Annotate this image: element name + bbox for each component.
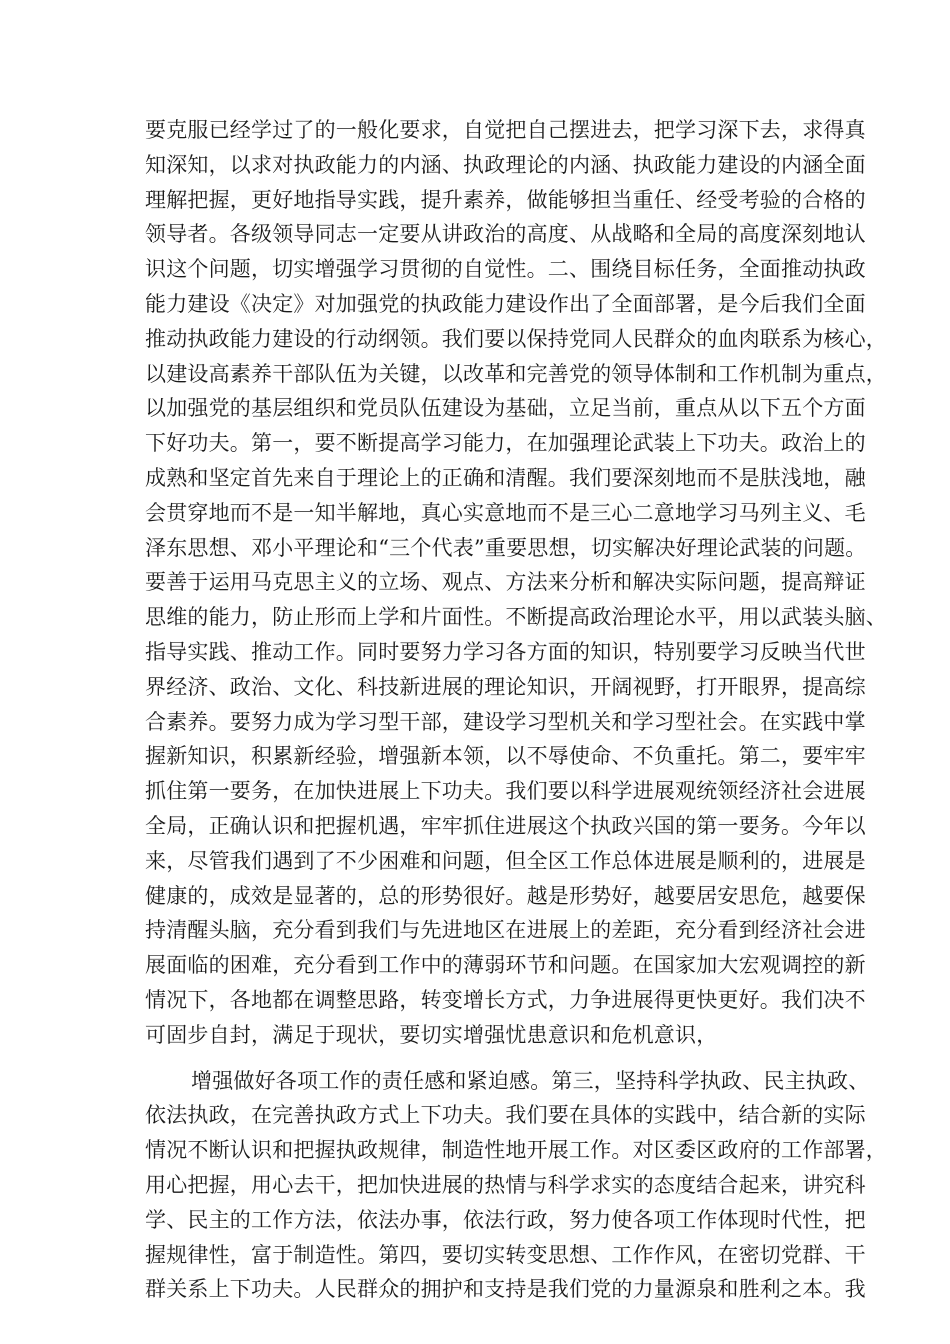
text-line: 抓住第一要务，在加快进展上下功夫。我们要以科学进展观统领经济社会进展	[145, 779, 866, 804]
text-line: 理解把握，更好地指导实践，提升素养，做能够担当重任、经受考验的合格的	[145, 187, 866, 212]
text-line: 情况下，各地都在调整思路，转变增长方式，力争进展得更快更好。我们决不	[145, 987, 866, 1012]
paragraph-1	[145, 113, 887, 1053]
text-line: 全局，正确认识和把握机遇，牢牢抓住进展这个执政兴国的第一要务。今年以	[145, 813, 866, 838]
text-line: 握规律性，富于制造性。第四，要切实转变思想、工作作风，在密切党群、干	[145, 1242, 866, 1267]
text-line: 依法执政，在完善执政方式上下功夫。我们要在具体的实践中，结合新的实际	[145, 1103, 866, 1128]
text-line: 情况不断认识和把握执政规律，制造性地开展工作。对区委区政府的工作部署，	[145, 1138, 887, 1163]
text-line: 握新知识，积累新经验，增强新本领，以不辱使命、不负重托。第二，要牢牢	[145, 744, 866, 769]
text-line: 能力建设《决定》对加强党的执政能力建设作出了全面部署，是今后我们全面	[145, 291, 866, 316]
text-line: 学、民主的工作方法，依法办事，依法行政，努力使各项工作体现时代性，把	[145, 1207, 866, 1232]
text-line: 持清醒头脑，充分看到我们与先进地区在进展上的差距，充分看到经济社会进	[145, 918, 866, 943]
text-line: 增强做好各项工作的责任感和紧迫感。第三，坚持科学执政、民主执政、	[191, 1068, 870, 1093]
text-line: 指导实践、推动工作。同时要努力学习各方面的知识，特别要学习反映当代世	[145, 639, 866, 664]
text-line: 推动执政能力建设的行动纲领。我们要以保持党同人民群众的血肉联系为核心，	[145, 326, 887, 351]
paragraph-spacing	[145, 1053, 825, 1064]
text-line: 要克服已经学过了的一般化要求，自觉把自己摆进去，把学习深下去，求得真	[145, 118, 866, 142]
text-line: 知深知，以求对执政能力的内涵、执政理论的内涵、执政能力建设的内涵全面	[145, 152, 866, 177]
text-line: 可固步自封，满足于现状，要切实增强忧患意识和危机意识，	[145, 1022, 718, 1047]
text-line: 以建设高素养干部队伍为关键，以改革和完善党的领导体制和工作机制为重点，	[145, 361, 887, 386]
body-text	[145, 113, 887, 1307]
text-line: 下好功夫。第一，要不断提高学习能力，在加强理论武装上下功夫。政治上的	[145, 431, 866, 456]
text-line: 识这个问题，切实增强学习贯彻的自觉性。二、围绕目标任务，全面推动执政	[145, 257, 866, 282]
text-line: 领导者。各级领导同志一定要从讲政治的高度、从战略和全局的高度深刻地认	[145, 222, 866, 247]
text-line: 合素养。要努力成为学习型干部，建设学习型机关和学习型社会。在实践中掌	[145, 709, 866, 734]
text-line: 来，尽管我们遇到了不少困难和问题，但全区工作总体进展是顺利的，进展是	[145, 848, 866, 873]
text-line: 成熟和坚定首先来自于理论上的正确和清醒。我们要深刻地而不是肤浅地，融	[145, 465, 866, 490]
text-line: 用心把握，用心去干，把加快进展的热情与科学求实的态度结合起来，讲究科	[145, 1172, 866, 1197]
text-line: 会贯穿地而不是一知半解地，真心实意地而不是三心二意地学习马列主义、毛	[145, 500, 866, 525]
text-line: 以加强党的基层组织和党员队伍建设为基础，立足当前，重点从以下五个方面	[145, 396, 866, 421]
text-line: 界经济、政治、文化、科技新进展的理论知识，开阔视野，打开眼界，提高综	[145, 674, 866, 699]
text-line: 群关系上下功夫。人民群众的拥护和支持是我们党的力量源泉和胜利之本。我	[145, 1277, 866, 1302]
text-line: 健康的，成效是显著的，总的形势很好。越是形势好，越要居安思危，越要保	[145, 883, 866, 908]
text-line: 展面临的困难，充分看到工作中的薄弱环节和问题。在国家加大宏观调控的新	[145, 953, 866, 978]
text-line: 思维的能力，防止形而上学和片面性。不断提高政治理论水平，用以武装头脑、	[145, 605, 887, 630]
paragraph-2	[145, 1064, 887, 1308]
text-line: 要善于运用马克思主义的立场、观点、方法来分析和解决实际问题，提高辩证	[145, 570, 866, 595]
text-line: 泽东思想、邓小平理论和“三个代表”重要思想，切实解决好理论武装的问题。	[145, 535, 867, 560]
